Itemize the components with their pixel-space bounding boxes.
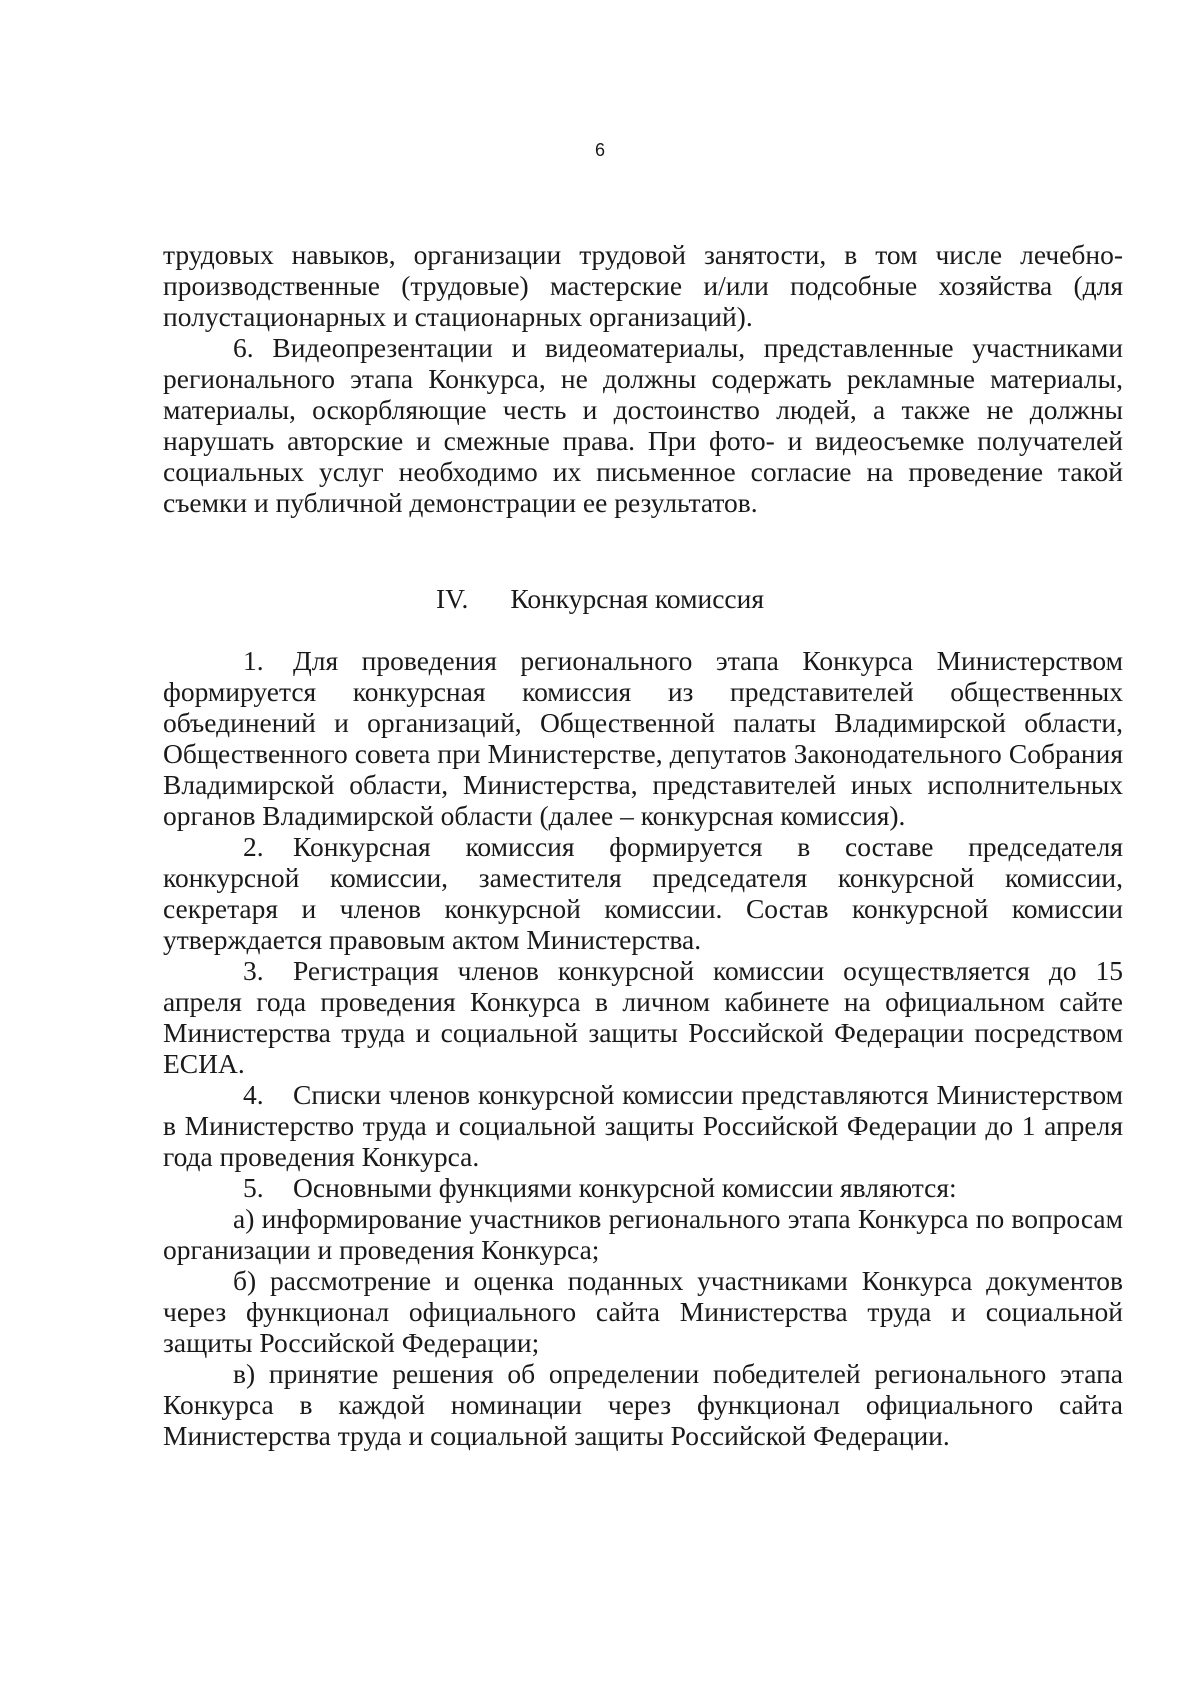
item-number: 4. xyxy=(243,1079,264,1110)
text-block-top xyxy=(163,239,1123,518)
commission-item-4 xyxy=(163,1079,1123,1172)
commission-item-3 xyxy=(163,955,1123,1079)
page-number: 6 xyxy=(594,140,605,160)
item-text: Регистрация членов конкурсной комиссии осуществляется до 15 апреля года проведения Конкурса в личном кабинете на официальном сайте Министерства труда и социальной защиты Российской Федерации посредством ЕСИА. xyxy=(163,955,1123,1079)
commission-item-5 xyxy=(163,1172,1123,1203)
text-block-commission xyxy=(163,645,1123,1451)
item-number: 2. xyxy=(243,831,264,862)
item-number: 1. xyxy=(243,645,264,676)
item-text: Списки членов конкурсной комиссии представляются Министерством в Министерство труда и социальной защиты Российской Федерации до 1 апреля года проведения Конкурса. xyxy=(163,1079,1123,1172)
item-text: Основными функциями конкурсной комиссии являются: xyxy=(293,1172,957,1203)
section-title: Конкурсная комиссия xyxy=(510,583,764,614)
continuation-paragraph: трудовых навыков, организации трудовой занятости, в том числе лечебно-производственные (трудовые) мастерские и/или подсобные хозяйства (для полустационарных и стационарных организаций). xyxy=(163,239,1123,332)
function-item-b: б) рассмотрение и оценка поданных участниками Конкурса документов через функционал официального сайта Министерства труда и социальной защиты Российской Федерации; xyxy=(163,1265,1123,1358)
section-roman-numeral: IV. xyxy=(435,583,469,614)
commission-item-1 xyxy=(163,645,1123,831)
commission-item-2 xyxy=(163,831,1123,955)
section-heading xyxy=(0,583,1200,614)
function-item-a: а) информирование участников регионального этапа Конкурса по вопросам организации и проведения Конкурса; xyxy=(163,1203,1123,1265)
function-item-c: в) принятие решения об определении победителей регионального этапа Конкурса в каждой номинации через функционал официального сайта Министерства труда и социальной защиты Российской Федерации. xyxy=(163,1358,1123,1451)
item-number: 5. xyxy=(243,1172,264,1203)
item-text: Конкурсная комиссия формируется в составе председателя конкурсной комиссии, заместителя председателя конкурсной комиссии, секретаря и членов конкурсной комиссии. Состав конкурсной комиссии утверждается правовым актом Министерства. xyxy=(163,831,1123,955)
item-number: 3. xyxy=(243,955,264,986)
item-6-paragraph: 6. Видеопрезентации и видеоматериалы, представленные участниками регионального этапа Конкурса, не должны содержать рекламные материалы, материалы, оскорбляющие честь и достоинство людей, а также не должны нарушать авторские и смежные права. При фото- и видеосъемке получателей социальных услуг необходимо их письменное согласие на проведение такой съемки и публичной демонстрации ее результатов. xyxy=(163,332,1123,518)
item-text: Для проведения регионального этапа Конкурса Министерством формируется конкурсная комиссия из представителей общественных объединений и организаций, Общественной палаты Владимирской области, Общественного совета при Министерстве, депутатов Законодательного Собрания Владимирской области, Министерства, представителей иных исполнительных органов Владимирской области (далее – конкурсная комиссия). xyxy=(163,645,1123,831)
